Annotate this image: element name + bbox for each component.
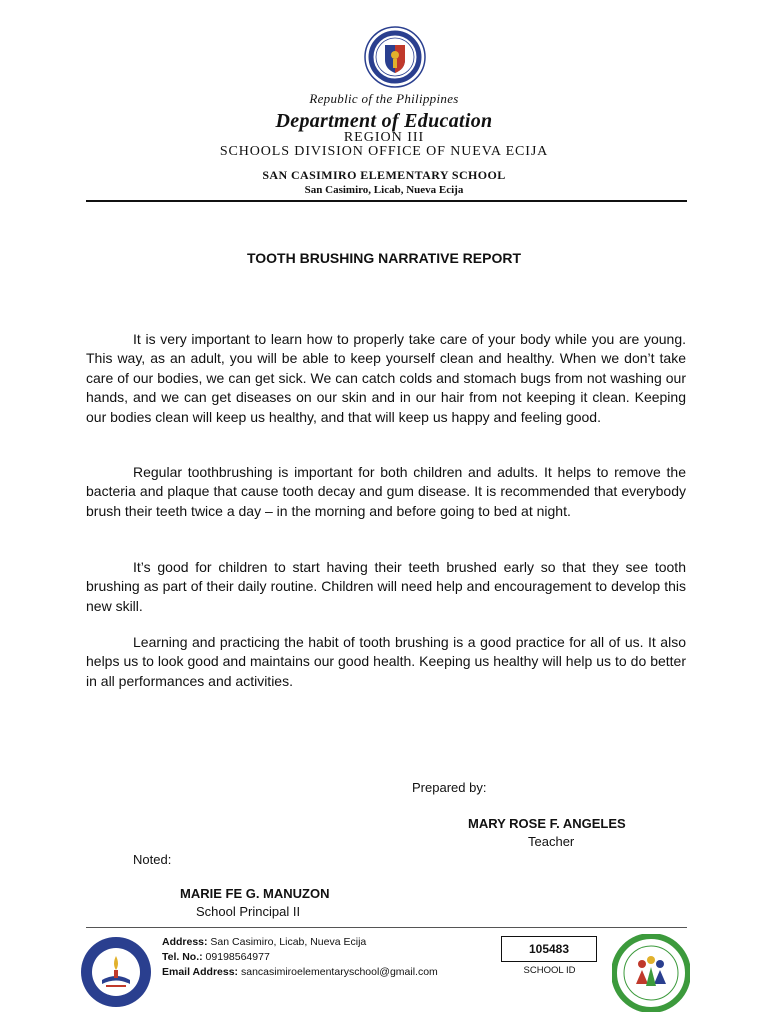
footer-address <box>162 936 366 948</box>
report-title: TOOTH BRUSHING NARRATIVE REPORT <box>246 250 522 266</box>
school-id-label: SCHOOL ID <box>523 965 576 976</box>
school-address: San Casimiro, Licab, Nueva Ecija <box>304 184 464 196</box>
region-line: REGION III <box>343 130 425 145</box>
preparer-role: Teacher <box>528 834 575 849</box>
tel-label: Tel. No.: <box>162 951 203 963</box>
report-paragraph: It is very important to learn how to properly take care of your body while you are young. This way, as an adult, you will be able to keep yourself clean and healthy. When we don’t take care of our bodies, we can get sick. We can catch colds and stomach bugs from not washing our hands, and we can get diseases on our skin and in our hair from not keeping it clean. Keeping our bodies clean will keep us healthy, and that will keep us happy and feeling good. <box>86 331 686 425</box>
prepared-by-label: Prepared by: <box>412 780 487 795</box>
footer-divider <box>86 927 687 928</box>
footer-email <box>162 966 438 978</box>
child-friendly-badge-logo <box>612 934 690 1012</box>
tel-value: 09198564977 <box>202 951 270 963</box>
header-divider <box>86 200 687 202</box>
deped-seal-logo <box>360 26 430 88</box>
school-id-box: 105483 <box>501 936 597 962</box>
noter-role: School Principal II <box>196 904 301 919</box>
address-label: Address: <box>162 936 208 948</box>
report-paragraph: Learning and practicing the habit of tooth brushing is a good practice for all of us. It also helps us to look good and maintains our good health. Keeping us healthy will help us to do better in all performances and activities. <box>86 634 686 689</box>
address-value: San Casimiro, Licab, Nueva Ecija <box>207 936 367 948</box>
division-line: SCHOOLS DIVISION OFFICE OF NUEVA ECIJA <box>219 144 549 159</box>
email-value: sancasimiroelementaryschool@gmail.com <box>238 966 438 978</box>
preparer-name: MARY ROSE F. ANGELES <box>468 816 626 831</box>
department-title: Department of Education <box>275 110 493 132</box>
school-name: SAN CASIMIRO ELEMENTARY SCHOOL <box>262 168 506 182</box>
noter-name: MARIE FE G. MANUZON <box>180 886 330 901</box>
report-paragraph: It’s good for children to start having their teeth brushed early so that they see tooth brushing as part of their daily routine. Children will need help and encouragement to develop this new skill. <box>86 559 686 614</box>
school-seal-logo <box>80 936 152 1008</box>
email-label: Email Address: <box>162 966 239 978</box>
footer-telephone <box>162 951 270 963</box>
noted-label: Noted: <box>133 852 172 867</box>
report-paragraph: Regular toothbrushing is important for both children and adults. It helps to remove the bacteria and plaque that cause tooth decay and gum disease. It is recommended that everybody brush their teeth twice a day – in the morning and before going to bed at night. <box>86 464 686 519</box>
republic-line: Republic of the Philippines <box>309 91 459 106</box>
